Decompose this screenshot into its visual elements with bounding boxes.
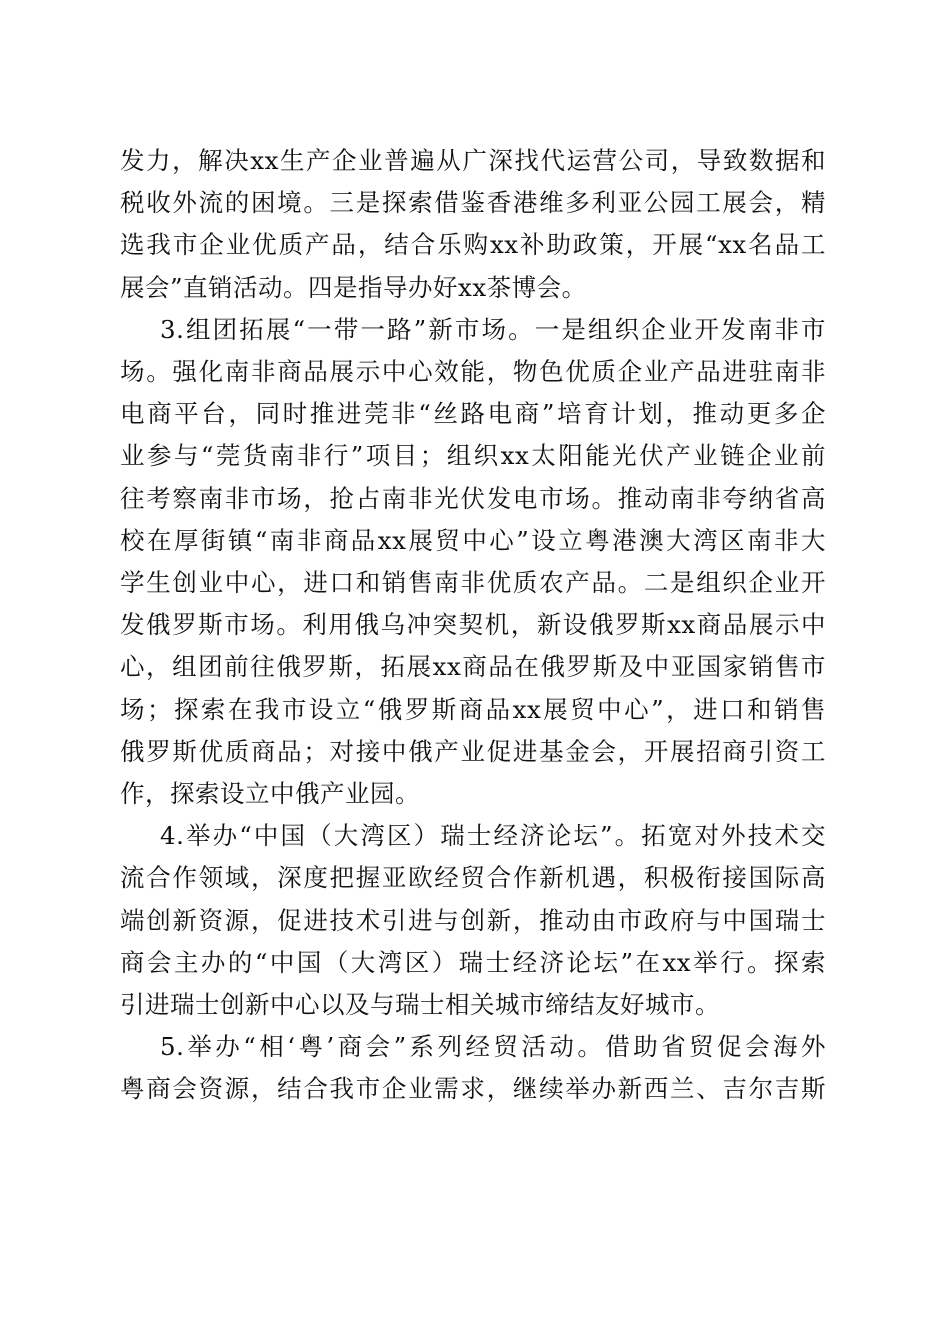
text-line: 学生创业中心，进口和销售南非优质农产品。二是组织企业开: [120, 568, 826, 598]
text-line: 发俄罗斯市场。利用俄乌冲突契机，新设俄罗斯xx商品展示中: [120, 610, 826, 640]
text-line: 往考察南非市场，抢占南非光伏发电市场。推动南非夸纳省高: [120, 483, 826, 513]
text-line: 端创新资源，促进技术引进与创新，推动由市政府与中国瑞士: [120, 905, 826, 935]
text-line: 引进瑞士创新中心以及与瑞士相关城市缔结友好城市。: [120, 990, 720, 1020]
document-body: [120, 140, 826, 1111]
text-line: 4.举办“中国（大湾区）瑞士经济论坛”。拓宽对外技术交: [160, 821, 826, 851]
text-line: 俄罗斯优质商品；对接中俄产业促进基金会，开展招商引资工: [120, 736, 826, 766]
text-line: 粤商会资源，结合我市企业需求，继续举办新西兰、吉尔吉斯: [120, 1074, 826, 1104]
text-line: 发力，解决xx生产企业普遍从广深找代运营公司，导致数据和: [120, 146, 826, 175]
text-line: 电商平台，同时推进莞非“丝路电商”培育计划，推动更多企: [120, 399, 826, 429]
text-line: 展会”直销活动。四是指导办好xx茶博会。: [120, 272, 587, 302]
text-line: 场；探索在我市设立“俄罗斯商品xx展贸中心”，进口和销售: [120, 694, 826, 724]
text-line: 作，探索设立中俄产业园。: [120, 779, 420, 809]
text-line: 场。强化南非商品展示中心效能，物色优质企业产品进驻南非: [120, 357, 826, 387]
text-line: 流合作领域，深度把握亚欧经贸合作新机遇，积极衔接国际高: [120, 863, 826, 893]
paragraph-item-5: [120, 1026, 826, 1110]
paragraph-item-4: [120, 815, 826, 1026]
text-line: 3.组团拓展“一带一路”新市场。一是组织企业开发南非市: [160, 314, 826, 344]
text-line: 业参与“莞货南非行”项目；组织xx太阳能光伏产业链企业前: [120, 441, 826, 471]
paragraph-item-3: [120, 309, 826, 815]
text-line: 心，组团前往俄罗斯，拓展xx商品在俄罗斯及中亚国家销售市: [120, 652, 826, 682]
text-line: 选我市企业优质产品，结合乐购xx补助政策，开展“xx名品工: [120, 230, 826, 260]
text-line: 5.举办“相‘粤’商会”系列经贸活动。借助省贸促会海外: [160, 1032, 826, 1062]
text-line: 商会主办的“中国（大湾区）瑞士经济论坛”在xx举行。探索: [120, 947, 826, 977]
text-line: 税收外流的困境。三是探索借鉴香港维多利亚公园工展会，精: [120, 188, 826, 218]
text-line: 校在厚街镇“南非商品xx展贸中心”设立粤港澳大湾区南非大: [120, 525, 826, 555]
paragraph-continuation: [120, 140, 826, 309]
